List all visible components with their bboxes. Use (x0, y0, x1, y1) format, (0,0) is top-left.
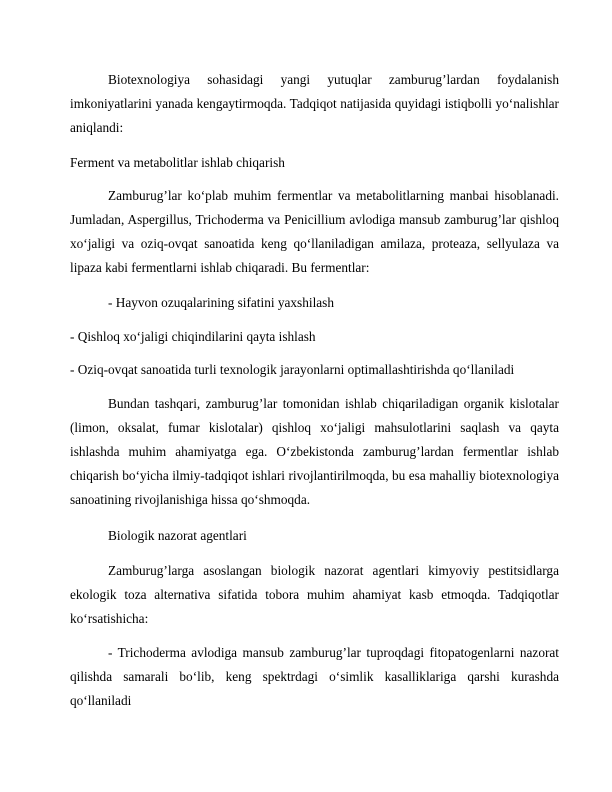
intro-paragraph: Biotexnologiya sohasidagi yangi yutuqlar zamburug’lardan foydalanish imkoniyatlarini yanada kengaytirmoqda. Tadqiqot natijasida quyidagi istiqbolli yo‘nalishlar aniqlandi: (70, 72, 559, 135)
list-item-waste: - Qishloq xo‘jaligi chiqindilarini qayta ishlash (70, 329, 316, 344)
heading-biocontrol: Biologik nazorat agentlari (108, 528, 247, 543)
biocontrol-paragraph: Zamburug’larga asoslangan biologik nazorat agentlari kimyoviy pestitsidlarga ekologik toza alternativa sifatida tobora muhim ahamiyat kasb etmoqda. Tadqiqotlar ko‘rsatishicha: (70, 563, 559, 626)
organic-acids-paragraph: Bundan tashqari, zamburug’lar tomonidan ishlab chiqariladigan organik kislotalar (limon, oksalat, fumar kislotalar) qishloq xo‘jaligi mahsulotlarini saqlash va qayta ishlashda muhim ahamiyatga ega. O‘zbekistonda zamburug’lardan fermentlar ishlab chiqarish bo‘yicha ilmiy-tadqiqot ishlari rivojlantirilmoqda, bu esa mahalliy biotexnologiya sanoatining rivojlanishiga hissa qo‘shmoqda. (70, 396, 559, 507)
list-item-food-industry: - Oziq-ovqat sanoatida turli texnologik jarayonlarni optimallashtirishda qo‘llaniladi (70, 362, 515, 377)
list-item-feed: - Hayvon ozuqalarining sifatini yaxshilash (108, 295, 334, 310)
enzymes-paragraph: Zamburug’lar ko‘plab muhim fermentlar va metabolitlarning manbai hisoblanadi. Jumladan, Aspergillus, Trichoderma va Penicillium avlodiga mansub zamburug’lar qishloq xo‘jaligi va oziq-ovqat sanoatida keng qo‘llaniladigan amilaza, proteaza, sellyulaza va lipaza kabi fermentlarni ishlab chiqaradi. Bu fermentlar: (70, 188, 559, 275)
heading-enzymes: Ferment va metabolitlar ishlab chiqarish (70, 155, 285, 170)
trichoderma-list-item: - Trichoderma avlodiga mansub zamburug’lar tuproqdagi fitopatogenlarni nazorat qilishda samarali bo‘lib, keng spektrdagi o‘simlik kasalliklariga qarshi kurashda qo‘llaniladi (70, 645, 559, 708)
